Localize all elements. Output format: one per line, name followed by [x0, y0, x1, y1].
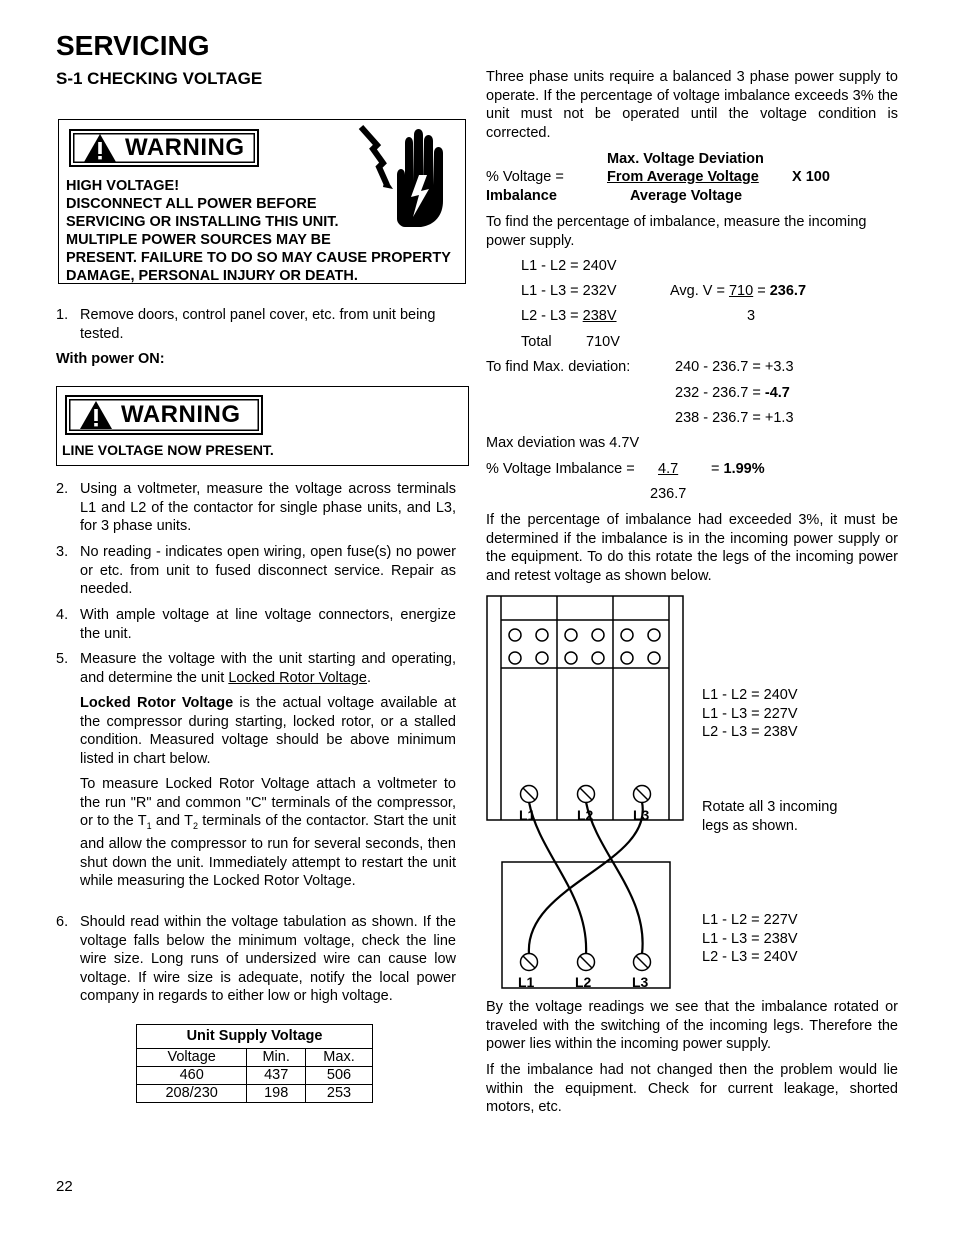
avg-label: Avg. V = [670, 283, 729, 299]
table-title: Unit Supply Voltage [137, 1025, 373, 1049]
deviation-max: -4.7 [764, 385, 790, 401]
subscript: 1 [146, 820, 152, 831]
step-text-part: Measure the voltage with the unit starting and operating, and determine the unit [80, 651, 456, 686]
step-3 [56, 543, 456, 599]
measure-text: terminals of the contactor. Start the unit and allow the compressor to run for several seconds, then shut down the unit. Immediately attempt to restart the unit while measuring the Locked Rotor Voltage. [80, 813, 456, 890]
step-5 [56, 650, 456, 891]
step-number: 3. [56, 544, 69, 560]
warning-label: WARNING [125, 133, 245, 161]
step-number: 1. [56, 307, 69, 323]
step-text: Remove doors, control panel cover, etc. from unit being tested. [80, 307, 436, 342]
top-terminal-label: L1 [519, 807, 536, 823]
reading-label: L2 - L3 = [521, 308, 583, 324]
definition-text: is the actual voltage available at the compressor during starting, locked rotor, or a stalled condition. Measured voltage should be above minimum listed in chart below. [80, 695, 456, 767]
step-text [80, 650, 456, 687]
step-4 [56, 606, 456, 643]
measure-text: and T [151, 813, 193, 829]
intro-paragraph: Three phase units require a balanced 3 phase power supply to operate. If the percentage of voltage imbalance exceeds 3% the unit must not be operated until the voltage condition is corrected. [486, 69, 898, 141]
formula-numerator-bottom: From Average Voltage [607, 169, 759, 185]
table-cell: 208/230 [137, 1085, 247, 1103]
reading-l1-l2: L1 - L2 = 240V [521, 258, 617, 274]
reading-total-value: 710V [586, 334, 620, 350]
max-deviation-label: To find Max. deviation: [486, 359, 631, 375]
rotate-instruction [702, 798, 837, 835]
percent-imbalance-result [711, 460, 765, 479]
reading: L2 - L3 = 238V [702, 724, 798, 740]
step-number: 5. [56, 651, 69, 667]
readings-before-rotation [702, 686, 798, 742]
formula-denominator: Average Voltage [630, 188, 743, 204]
rotate-legs-paragraph: If the percentage of imbalance had exceeded 3%, it must be determined if the imbalance is in the incoming power supply or the equipment. To do this rotate the legs of the incoming power and retest voltage as shown below. [486, 512, 898, 584]
step-6 [56, 913, 456, 1006]
reading: L1 - L2 = 240V [702, 687, 798, 703]
warning-text: LINE VOLTAGE NOW PRESENT. [62, 442, 274, 458]
table-header: Max. [306, 1049, 373, 1067]
conclusion-paragraph: By the voltage readings we see that the imbalance rotated or traveled with the switching of the incoming legs. Therefore the power lies within the incoming power supply. [486, 999, 898, 1052]
warning-line: DAMAGE, PERSONAL INJURY OR DEATH. [66, 268, 358, 284]
section-heading: S-1 CHECKING VOLTAGE [56, 69, 263, 88]
bottom-terminal-label: L1 [518, 974, 535, 990]
table-cell: 460 [137, 1067, 247, 1085]
step-2 [56, 480, 456, 536]
measure-text: To measure Locked Rotor Voltage attach a voltmeter to the run "R" and common "C" terminals of the compressor, or to the T [80, 776, 456, 829]
reading: L2 - L3 = 240V [702, 949, 798, 965]
avg-equals: = [753, 283, 770, 299]
step-text: No reading - indicates open wiring, open fuse(s) no power or etc. from unit to fused disconnect service. Repair as needed. [80, 544, 456, 597]
locked-rotor-term: Locked Rotor Voltage [80, 695, 234, 711]
percent-imbalance-denominator: 236.7 [650, 486, 687, 502]
pct-value: 1.99% [723, 461, 765, 477]
avg-result: 236.7 [769, 283, 807, 299]
unit-supply-voltage-table [136, 1024, 373, 1103]
percent-imbalance-numerator: 4.7 [658, 461, 679, 477]
step-text: Should read within the voltage tabulation as shown. If the voltage falls below the minimum voltage, check the line wire size. Long runs of undersized wire can cause low voltage. If wire size is adequate, notify the local power company in regards to either low or high voltage. [80, 914, 456, 1004]
reading: L1 - L3 = 227V [702, 705, 798, 722]
warning-label: WARNING [121, 400, 241, 428]
deviation-3: 238 - 236.7 = +1.3 [675, 410, 794, 426]
avg-numerator: 710 [728, 283, 754, 299]
warning-line: SERVICING OR INSTALLING THIS UNIT. [66, 214, 339, 230]
warning-triangle-icon [79, 400, 113, 430]
step-number: 2. [56, 481, 69, 497]
table-header: Min. [247, 1049, 306, 1067]
table-cell: 437 [247, 1067, 306, 1085]
subscript: 2 [192, 820, 198, 831]
table-cell: 253 [306, 1085, 373, 1103]
warning-badge [69, 129, 259, 167]
rotate-line: Rotate all 3 incoming [702, 799, 838, 815]
locked-rotor-measurement [80, 775, 456, 891]
bottom-terminal-label: L3 [632, 974, 649, 990]
average-voltage [670, 282, 806, 301]
warning-badge [65, 395, 263, 435]
readings-after-rotation [702, 911, 798, 967]
locked-rotor-voltage-term: Locked Rotor Voltage [228, 669, 367, 686]
table-row [137, 1085, 373, 1103]
bottom-terminal-label: L2 [575, 974, 592, 990]
warning-line: PRESENT. FAILURE TO DO SO MAY CAUSE PROPERTY [66, 250, 451, 266]
average-denominator: 3 [747, 308, 756, 324]
step-number: 6. [56, 914, 69, 930]
table-cell: 506 [306, 1067, 373, 1085]
deviation-1: 240 - 236.7 = +3.3 [675, 359, 794, 375]
page-title: SERVICING [56, 30, 210, 61]
warning-triangle-icon [83, 133, 117, 163]
page-number: 22 [56, 1178, 73, 1195]
leg-rotation-diagram [484, 594, 688, 992]
top-terminal-label: L3 [633, 807, 650, 823]
warning-text [66, 177, 451, 285]
pct-equals: = [711, 461, 724, 477]
warning-line: MULTIPLE POWER SOURCES MAY BE [66, 232, 331, 248]
reading: L1 - L2 = 227V [702, 912, 798, 928]
deviation-2 [675, 384, 790, 403]
warning-line: HIGH VOLTAGE! [66, 178, 180, 194]
reading-value: 238V [582, 308, 617, 324]
table-cell: 198 [247, 1085, 306, 1103]
power-on-heading: With power ON: [56, 351, 165, 367]
measure-paragraph: To find the percentage of imbalance, measure the incoming power supply. [486, 214, 867, 249]
reading: L1 - L3 = 238V [702, 930, 798, 947]
step-text: Using a voltmeter, measure the voltage across terminals L1 and L2 of the contactor for single phase units, and L3, for 3 phase units. [80, 481, 456, 534]
formula-multiplier: X 100 [792, 169, 830, 185]
formula-label-line2: Imbalance [486, 188, 557, 204]
warning-box-high-voltage [58, 119, 466, 284]
step-text-part: . [366, 669, 372, 686]
reading-l2-l3 [521, 307, 617, 326]
table-header-row [137, 1049, 373, 1067]
deviation-expr: 232 - 236.7 = [675, 385, 765, 401]
rotate-line: legs as shown. [702, 817, 798, 834]
equipment-paragraph: If the imbalance had not changed then the problem would lie within the equipment. Check for current leakage, shorted motors, etc. [486, 1062, 898, 1115]
formula-label-line1: % Voltage = [486, 169, 564, 185]
top-terminal-label: L2 [577, 807, 594, 823]
reading-l1-l3: L1 - L3 = 232V [521, 283, 617, 299]
step-1 [56, 306, 456, 343]
step-number: 4. [56, 607, 69, 623]
warning-line: DISCONNECT ALL POWER BEFORE [66, 196, 317, 212]
max-deviation-result: Max deviation was 4.7V [486, 435, 640, 451]
reading-total-label: Total [521, 334, 552, 350]
locked-rotor-definition [80, 694, 456, 768]
table-header: Voltage [137, 1049, 247, 1067]
percent-imbalance-label: % Voltage Imbalance = [486, 461, 635, 477]
warning-box-line-voltage [56, 386, 469, 466]
step-text: With ample voltage at line voltage connectors, energize the unit. [80, 607, 456, 642]
formula-numerator-top: Max. Voltage Deviation [607, 151, 764, 167]
table-row [137, 1067, 373, 1085]
